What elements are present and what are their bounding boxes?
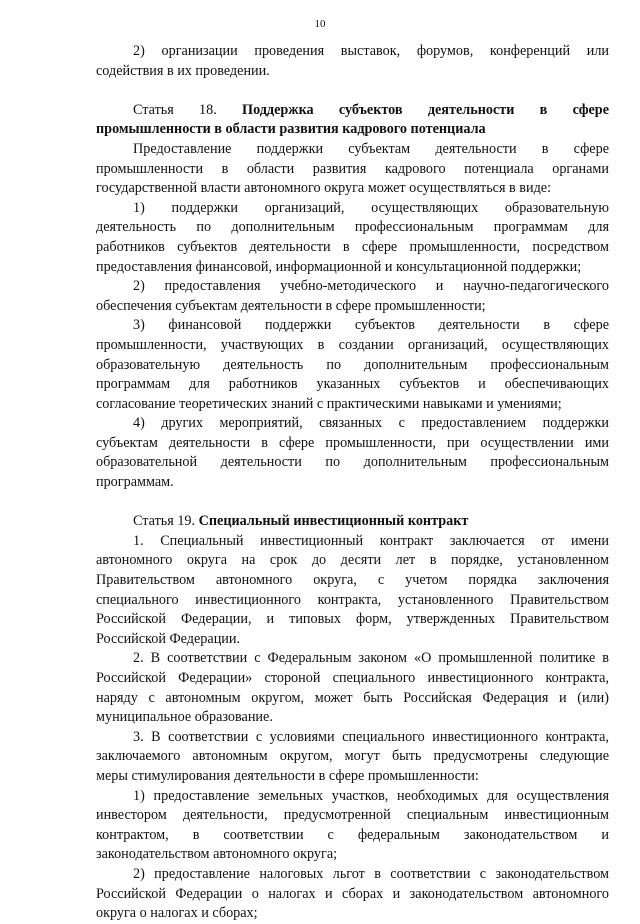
- text-line: меры стимулирования деятельности в сфере промышленности:: [96, 767, 479, 784]
- text-line: 2) предоставления учебно-методического и научно-педагогического: [133, 278, 609, 295]
- text-line: 1. Специальный инвестиционный контракт заключается от имени: [133, 532, 609, 549]
- text-line: округа о налогах и сборах;: [96, 905, 258, 922]
- text-line: законодательством автономного округа;: [96, 846, 338, 863]
- article-18-title-part1: Поддержка субъектов деятельности в сфере: [242, 101, 609, 118]
- text-line: содействия в их проведении.: [96, 62, 270, 79]
- text-line: Правительством автономного округа, с учетом порядка заключения: [96, 572, 609, 589]
- text-line: Российской Федерации, и типовых форм, утвержденных Правительством: [96, 611, 609, 628]
- article-19-prefix: Статья 19.: [133, 513, 196, 530]
- text-line: Российской Федерации» стороной специального инвестиционного контракта,: [96, 670, 609, 686]
- text-line: Российской Федерации о налогах и сборах и законодательством автономного: [96, 885, 609, 902]
- text-line: образовательной деятельности по дополнительным профессиональным: [96, 454, 609, 471]
- text-line: автономного округа на срок до десяти лет в порядке, установленном: [96, 552, 609, 569]
- text-line: 2) предоставление налоговых льгот в соответствии с законодательством: [133, 865, 609, 882]
- text-line: заключаемого автономным округом, могут быть предусмотрены следующие: [96, 748, 609, 765]
- text-line: муниципальное образование.: [96, 709, 273, 726]
- text-line: специального инвестиционного контракта, установленного Правительством: [96, 591, 609, 608]
- article-18-prefix: Статья 18.: [133, 101, 217, 118]
- text-line: деятельность по дополнительным профессиональным программам для: [96, 219, 609, 236]
- text-line: Российской Федерации.: [96, 630, 241, 647]
- text-line: предоставления финансовой, информационной и консультационной поддержки;: [96, 258, 582, 275]
- text-line: образовательную деятельность по дополнительным профессиональным: [96, 356, 609, 373]
- spacer: [96, 493, 609, 513]
- text-line: государственной власти автономного округа может осуществляться в виде:: [96, 180, 552, 197]
- text-line: наряду с автономным округом, может быть Российская Федерация и (или): [96, 689, 609, 706]
- text-line: 2) организации проведения выставок, форумов, конференций или: [133, 43, 609, 59]
- text-line: обеспечения субъектам деятельности в сфере промышленности;: [96, 297, 486, 314]
- text-line: 2. В соответствии с Федеральным законом «О промышленной политике в: [133, 650, 609, 667]
- text-line: 4) других мероприятий, связанных с предоставлением поддержки: [133, 415, 609, 432]
- text-line: 1) поддержки организаций, осуществляющих образовательную: [133, 199, 609, 216]
- text-line: работников субъектов деятельности в сфере промышленности, посредством: [96, 238, 609, 255]
- text-line: промышленности в области развития кадрового потенциала органами: [96, 160, 609, 177]
- text-line: 1) предоставление земельных участков, необходимых для осуществления: [133, 787, 609, 804]
- text-line: контрактом, в соответствии с федеральным законодательством и: [96, 826, 609, 843]
- page-number: 10: [314, 18, 326, 30]
- text-line: промышленности, участвующих в создании организаций, осуществляющих: [96, 336, 609, 353]
- text-line: согласование теоретических знаний с практическими навыками и умениями;: [96, 395, 562, 412]
- text-line: программам.: [96, 474, 174, 491]
- article-19-heading: [96, 512, 609, 532]
- document-body: [96, 42, 609, 924]
- text-line: программам для работников указанных субъектов и обеспечивающих: [96, 376, 609, 393]
- text-line: Предоставление поддержки субъектам деятельности в сфере: [133, 140, 609, 157]
- article-19-title: Специальный инвестиционный контракт: [198, 513, 469, 530]
- text-line: 3. В соответствии с условиями специального инвестиционного контракта,: [133, 728, 609, 745]
- spacer: [96, 81, 609, 101]
- text-line: 3) финансовой поддержки субъектов деятельности в сфере: [133, 317, 609, 334]
- article-18-title-part2: промышленности в области развития кадрового потенциала: [96, 121, 486, 138]
- article-18-heading: [96, 101, 609, 121]
- text-line: субъектам деятельности в сфере промышленности, при осуществлении ими: [96, 434, 609, 451]
- text-line: инвестором деятельности, предусмотренной специальным инвестиционным: [96, 807, 609, 824]
